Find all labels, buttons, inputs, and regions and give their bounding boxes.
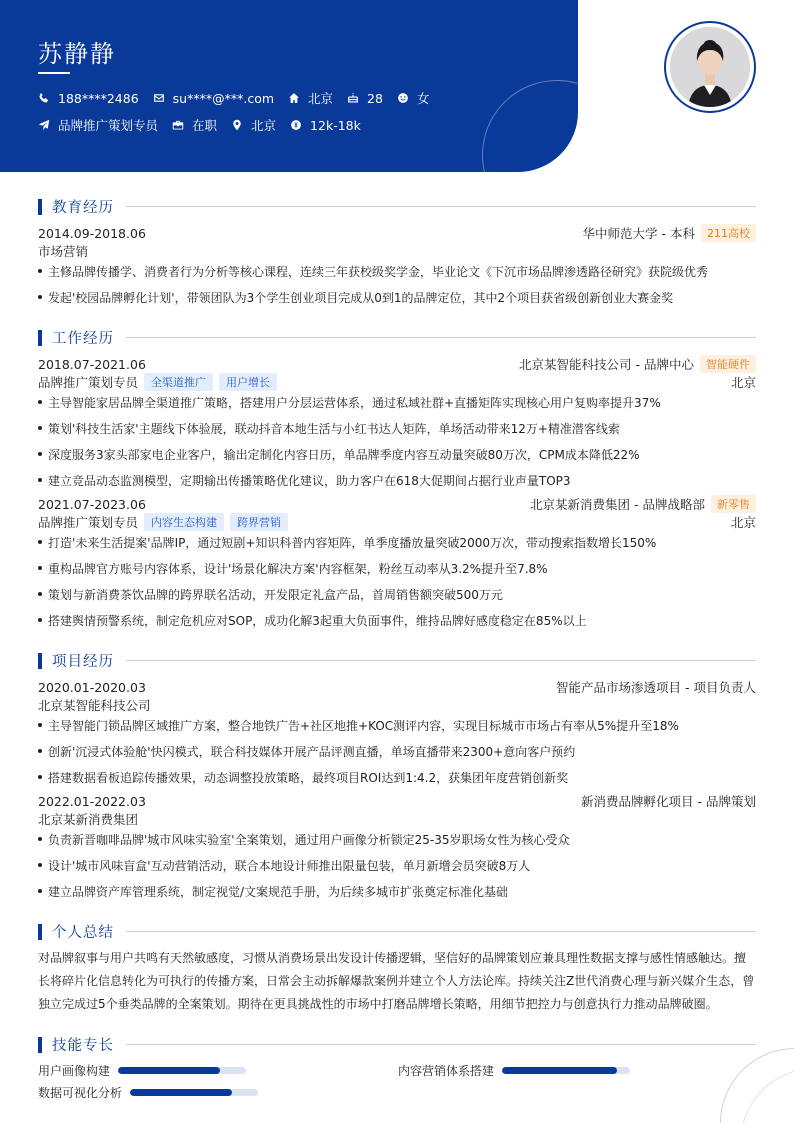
skill-tag: 跨界营销 [230, 513, 288, 531]
list-item: 主导智能门锁品牌区域推广方案，整合地铁广告+社区地推+KOC测评内容，实现目标城市市场占有率从5%提升至18% [38, 717, 756, 734]
skills-section-title [38, 1034, 756, 1055]
age-text: 28 [367, 90, 383, 106]
list-item: 发起'校园品牌孵化计划'，带领团队为3个学生创业项目完成从0到1的品牌定位，其中2个项目获省级创新创业大赛金奖 [38, 289, 756, 306]
home-icon [288, 92, 300, 104]
list-item: 建立竞品动态监测模型，定期输出传播策略优化建议，助力客户在618大促期间占据行业声量TOP3 [38, 472, 756, 489]
skill-name: 内容营销体系搭建 [398, 1064, 495, 1078]
work-title: 品牌推广策划专员 [38, 375, 139, 390]
name-underline [38, 72, 70, 74]
phone-icon [38, 92, 50, 104]
section-heading: 个人总结 [52, 925, 114, 941]
skill-bar-track [502, 1067, 630, 1074]
section-divider [126, 206, 756, 207]
salary-item [290, 118, 361, 133]
project-company: 北京某智能科技公司 [38, 698, 151, 713]
education-header [38, 224, 756, 242]
project-name: 智能产品市场渗透项目 - 项目负责人 [556, 680, 756, 695]
list-item: 设计'城市风味盲盒'互动营销活动，联合本地设计师推出限量包装，单月新增会员突破8万人 [38, 857, 756, 874]
skill-bar-fill [502, 1067, 617, 1074]
salary-text: 12k-18k [310, 117, 361, 133]
phone-item [38, 91, 139, 106]
work-title-wrap [38, 373, 277, 391]
send-icon [38, 119, 50, 131]
section-heading: 教育经历 [52, 200, 114, 216]
gender-item [397, 89, 430, 107]
hometown-item [288, 89, 333, 107]
school-badge: 211高校 [701, 224, 756, 242]
work-company-wrap [530, 495, 756, 513]
money-icon [290, 119, 302, 131]
section-marker [38, 924, 42, 940]
section-marker [38, 1037, 42, 1053]
phone-text: 188****2486 [58, 90, 139, 106]
email-item [153, 91, 274, 106]
section-marker [38, 199, 42, 215]
work-1-title-row [38, 373, 756, 391]
industry-badge: 新零售 [711, 495, 756, 513]
gender-text: 女 [416, 91, 430, 106]
education-school-wrap [583, 224, 756, 242]
section-heading: 技能专长 [52, 1038, 114, 1054]
project-1-company-row [38, 696, 756, 714]
section-heading: 项目经历 [52, 654, 114, 670]
briefcase-icon [172, 119, 184, 131]
age-item [347, 91, 383, 106]
position-item [38, 116, 158, 134]
list-item: 搭建数据看板追踪传播效果，动态调整投放策略，最终项目ROI达到1:4.2，获集团年度营销创新奖 [38, 769, 756, 786]
work-company-wrap [519, 355, 756, 373]
city-item [231, 116, 276, 134]
section-marker [38, 330, 42, 346]
education-section-title [38, 196, 756, 217]
skill-bar-fill [118, 1067, 220, 1074]
education-major: 市场营销 [38, 244, 89, 259]
project-company: 北京某新消费集团 [38, 812, 139, 827]
work-company: 北京某智能科技公司 - 品牌中心 [519, 357, 694, 372]
section-divider [126, 337, 756, 338]
work-2-title-row [38, 513, 756, 531]
hometown-text: 北京 [308, 91, 334, 106]
list-item: 负责新晋咖啡品牌'城市风味实验室'全案策划，通过用户画像分析锁定25-35岁职场女性为核心受众 [38, 831, 756, 848]
summary-text: 对品牌叙事与用户共鸣有天然敏感度，习惯从消费场景出发设计传播逻辑，坚信好的品牌策划应兼具理性数据支撑与感性情感触达。擅长将碎片化信息转化为可执行的传播方案，日常会主动拆解爆款案例并建立个人方法论库。持续关注Z世代消费心理与新兴媒介生态，曾独立完成过5个垂类品牌的全案策划。期待在更具挑战性的市场中打磨品牌增长策略，用细节把控力与创意执行力推动品牌破圈。 [38, 951, 755, 1011]
list-item: 策划'科技生活家'主题线下体验展，联动抖音本地生活与小红书达人矩阵，单场活动带来12万+精准潜客线索 [38, 420, 756, 437]
skill-tag: 内容生态构建 [144, 513, 224, 531]
list-item: 深度服务3家头部家电企业客户，输出定制化内容日历，单品牌季度内容互动量突破80万次，CPM成本降低22% [38, 446, 756, 463]
skill-tag: 用户增长 [219, 373, 277, 391]
position-text: 品牌推广策划专员 [58, 118, 159, 133]
status-text: 在职 [192, 118, 218, 133]
project-name: 新消费品牌孵化项目 - 品牌策划 [581, 794, 756, 809]
smile-icon [397, 92, 409, 104]
basic-info-row [38, 89, 443, 107]
summary-section-title [38, 921, 756, 942]
work-city: 北京 [730, 515, 756, 530]
email-icon [153, 92, 165, 104]
city-text: 北京 [251, 118, 277, 133]
candidate-name: 苏静静 [38, 40, 116, 68]
work-date: 2021.07-2023.06 [38, 496, 146, 512]
cake-icon [347, 92, 359, 104]
skill-name: 数据可视化分析 [38, 1086, 123, 1100]
skill-item [38, 1062, 246, 1079]
decorative-circle [482, 80, 578, 172]
work-2-header [38, 495, 756, 513]
project-date: 2022.01-2022.03 [38, 793, 146, 809]
work-date: 2018.07-2021.06 [38, 356, 146, 372]
project-1-header [38, 678, 756, 696]
skill-bar-track [130, 1089, 258, 1096]
email-text: su****@***.com [172, 90, 275, 106]
list-item: 主导智能家居品牌全渠道推广策略，搭建用户分层运营体系，通过私域社群+直播矩阵实现核心用户复购率提升37% [38, 394, 756, 411]
job-intent-row [38, 116, 375, 134]
work-section-title [38, 327, 756, 348]
skill-item [38, 1084, 258, 1101]
person-photo-icon [670, 27, 750, 107]
location-pin-icon [231, 119, 243, 131]
list-item: 主修品牌传播学、消费者行为分析等核心课程，连续三年获校级奖学金，毕业论文《下沉市场品牌渗透路径研究》获院级优秀 [38, 263, 756, 280]
skill-name: 用户画像构建 [38, 1064, 111, 1078]
education-major-row [38, 242, 756, 260]
industry-badge: 智能硬件 [700, 355, 756, 373]
skill-bar-fill [130, 1089, 232, 1096]
list-item: 策划与新消费茶饮品牌的跨界联名活动，开发限定礼盒产品，首周销售额突破500万元 [38, 586, 756, 603]
list-item: 重构品牌官方账号内容体系，设计'场景化解决方案'内容框架，粉丝互动率从3.2%提升至7.8% [38, 560, 756, 577]
list-item: 打造'未来生活提案'品牌IP，通过短剧+知识科普内容矩阵，单季度播放量突破2000万次，带动搜索指数增长150% [38, 534, 756, 551]
avatar [670, 27, 750, 107]
skill-item [398, 1062, 630, 1079]
section-divider [126, 931, 756, 932]
work-1-header [38, 355, 756, 373]
projects-section-title [38, 650, 756, 671]
section-divider [126, 1044, 756, 1045]
work-company: 北京某新消费集团 - 品牌战略部 [530, 497, 705, 512]
project-date: 2020.01-2020.03 [38, 679, 146, 695]
skill-bar-track [118, 1067, 246, 1074]
list-item: 建立品牌资产库管理系统，制定视觉/文案规范手册，为后续多城市扩张奠定标准化基础 [38, 883, 756, 900]
resume-header [0, 0, 578, 172]
work-city: 北京 [730, 375, 756, 390]
project-2-header [38, 792, 756, 810]
skill-tag: 全渠道推广 [144, 373, 213, 391]
work-title-wrap [38, 513, 288, 531]
education-school: 华中师范大学 - 本科 [582, 226, 695, 241]
status-item [172, 116, 217, 134]
education-date: 2014.09-2018.06 [38, 225, 146, 241]
list-item: 搭建舆情预警系统，制定危机应对SOP，成功化解3起重大负面事件，维持品牌好感度稳定在85%以上 [38, 612, 756, 629]
section-heading: 工作经历 [52, 331, 114, 347]
work-title: 品牌推广策划专员 [38, 515, 139, 530]
project-2-company-row [38, 810, 756, 828]
avatar-frame [664, 21, 756, 113]
list-item: 创新'沉浸式体验舱'快闪模式，联合科技媒体开展产品评测直播，单场直播带来2300+意向客户预约 [38, 743, 756, 760]
section-divider [126, 660, 756, 661]
section-marker [38, 653, 42, 669]
